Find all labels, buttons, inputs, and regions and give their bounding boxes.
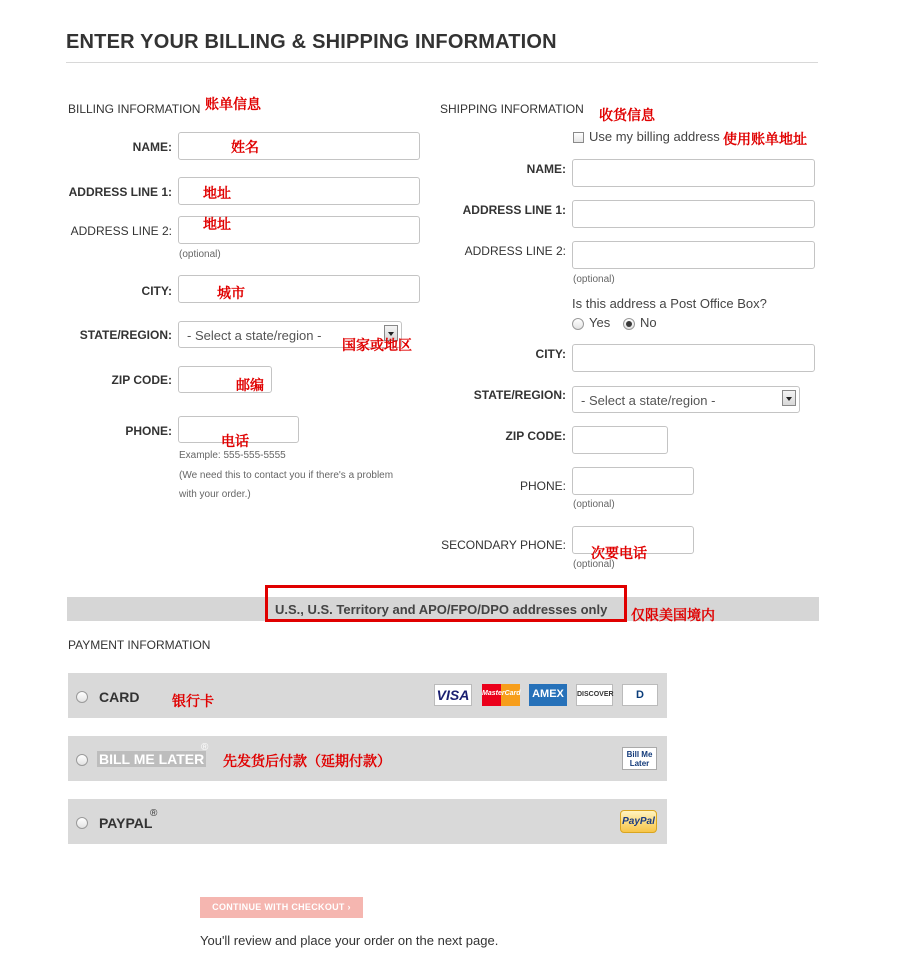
- visa-logo-icon: VISA: [434, 684, 472, 706]
- bill-me-later-annotation: 先发货后付款（延期付款）: [223, 754, 391, 770]
- billing-zip-annotation: 邮编: [236, 378, 264, 394]
- page-title: ENTER YOUR BILLING & SHIPPING INFORMATION: [66, 31, 557, 53]
- shipping-zip-field[interactable]: [572, 426, 668, 454]
- billing-address2-label: ADDRESS LINE 2:: [70, 224, 172, 238]
- po-box-question: Is this address a Post Office Box?: [572, 296, 767, 311]
- shipping-section-annotation: 收货信息: [599, 108, 655, 124]
- amex-logo-icon: AMEX: [529, 684, 567, 706]
- shipping-state-select[interactable]: [572, 386, 800, 413]
- shipping-city-field[interactable]: [572, 344, 815, 372]
- billing-name-label: NAME:: [132, 140, 172, 154]
- payment-section-label: PAYMENT INFORMATION: [68, 638, 211, 652]
- checkout-footnote: You'll review and place your order on the next page.: [200, 933, 499, 948]
- continue-checkout-button[interactable]: CONTINUE WITH CHECKOUT ›: [200, 897, 363, 918]
- shipping-phone-field[interactable]: [572, 467, 694, 495]
- notice-annotation: 仅限美国境内: [631, 608, 715, 624]
- use-billing-address-checkbox[interactable]: [573, 132, 584, 143]
- diners-club-logo-icon: D: [622, 684, 658, 706]
- po-box-yes-radio[interactable]: [572, 318, 584, 330]
- billing-address1-annotation: 地址: [203, 186, 231, 202]
- shipping-name-label: NAME:: [526, 162, 566, 176]
- billing-phone-note-line2: with your order.): [179, 489, 251, 500]
- paypal-registered-mark: ®: [150, 808, 158, 819]
- billing-address1-label: ADDRESS LINE 1:: [68, 185, 172, 199]
- billing-state-selected-value: - Select a state/region -: [187, 328, 322, 343]
- billing-name-field[interactable]: [178, 132, 420, 160]
- use-billing-address-annotation: 使用账单地址: [723, 132, 807, 148]
- billing-zip-label: ZIP CODE:: [111, 373, 172, 387]
- card-label[interactable]: CARD: [99, 689, 140, 705]
- notice-highlight-box: [265, 585, 627, 622]
- shipping-phone-label: PHONE:: [519, 479, 566, 493]
- paypal-label[interactable]: PAYPAL: [99, 815, 153, 831]
- secondary-phone-annotation: 次要电话: [591, 546, 647, 562]
- billing-address2-annotation: 地址: [203, 217, 231, 233]
- shipping-address1-label: ADDRESS LINE 1:: [462, 203, 566, 217]
- card-annotation: 银行卡: [172, 694, 214, 710]
- title-divider: [66, 62, 818, 63]
- bill-me-later-logo-icon: [622, 747, 657, 770]
- paypal-radio[interactable]: [76, 817, 88, 829]
- mastercard-logo-icon: MasterCard: [482, 684, 520, 706]
- billing-city-annotation: 城市: [217, 286, 245, 302]
- bill-me-later-radio[interactable]: [76, 754, 88, 766]
- billing-name-annotation: 姓名: [231, 140, 259, 156]
- shipping-address1-field[interactable]: [572, 200, 815, 228]
- shipping-state-label: STATE/REGION:: [473, 388, 566, 402]
- billing-section-label: BILLING INFORMATION: [68, 102, 201, 116]
- po-box-no-radio[interactable]: [623, 318, 635, 330]
- billing-city-field[interactable]: [178, 275, 420, 303]
- bill-me-later-registered-mark: ®: [201, 742, 209, 753]
- shipping-zip-label: ZIP CODE:: [505, 429, 566, 443]
- billing-state-label: STATE/REGION:: [79, 328, 172, 342]
- billing-phone-annotation: 电话: [221, 434, 249, 450]
- card-radio[interactable]: [76, 691, 88, 703]
- po-box-yes-label[interactable]: Yes: [589, 315, 611, 330]
- discover-logo-icon: DISCOVER: [576, 684, 613, 706]
- use-billing-address-label[interactable]: Use my billing address: [589, 129, 720, 144]
- shipping-phone-optional-note: (optional): [573, 499, 615, 510]
- billing-section-annotation: 账单信息: [205, 97, 261, 113]
- shipping-city-label: CITY:: [535, 347, 566, 361]
- secondary-phone-optional-note: (optional): [573, 559, 615, 570]
- shipping-address2-field[interactable]: [572, 241, 815, 269]
- billing-phone-example: Example: 555-555-5555: [179, 450, 286, 461]
- shipping-section-label: SHIPPING INFORMATION: [440, 102, 584, 116]
- bill-me-later-logo-line2: Later: [629, 759, 650, 768]
- billing-state-annotation: 国家或地区: [342, 338, 412, 354]
- shipping-address2-optional-note: (optional): [573, 274, 615, 285]
- shipping-state-selected-value: - Select a state/region -: [581, 393, 716, 408]
- secondary-phone-label: SECONDARY PHONE:: [441, 538, 566, 552]
- billing-address2-optional-note: (optional): [179, 249, 221, 260]
- paypal-logo-icon: PayPal: [620, 810, 657, 833]
- shipping-address2-label: ADDRESS LINE 2:: [464, 244, 566, 258]
- bill-me-later-label[interactable]: BILL ME LATER: [99, 751, 205, 767]
- payment-option-paypal[interactable]: [68, 799, 667, 844]
- chevron-down-icon[interactable]: [782, 390, 796, 406]
- address-notice-text: U.S., U.S. Territory and APO/FPO/DPO addresses only: [275, 602, 608, 617]
- bill-me-later-logo-line1: Bill Me: [626, 750, 653, 759]
- shipping-name-field[interactable]: [572, 159, 815, 187]
- billing-phone-label: PHONE:: [125, 424, 172, 438]
- billing-city-label: CITY:: [141, 284, 172, 298]
- billing-phone-note-line1: (We need this to contact you if there's a problem: [179, 470, 394, 481]
- po-box-no-label[interactable]: No: [640, 315, 657, 330]
